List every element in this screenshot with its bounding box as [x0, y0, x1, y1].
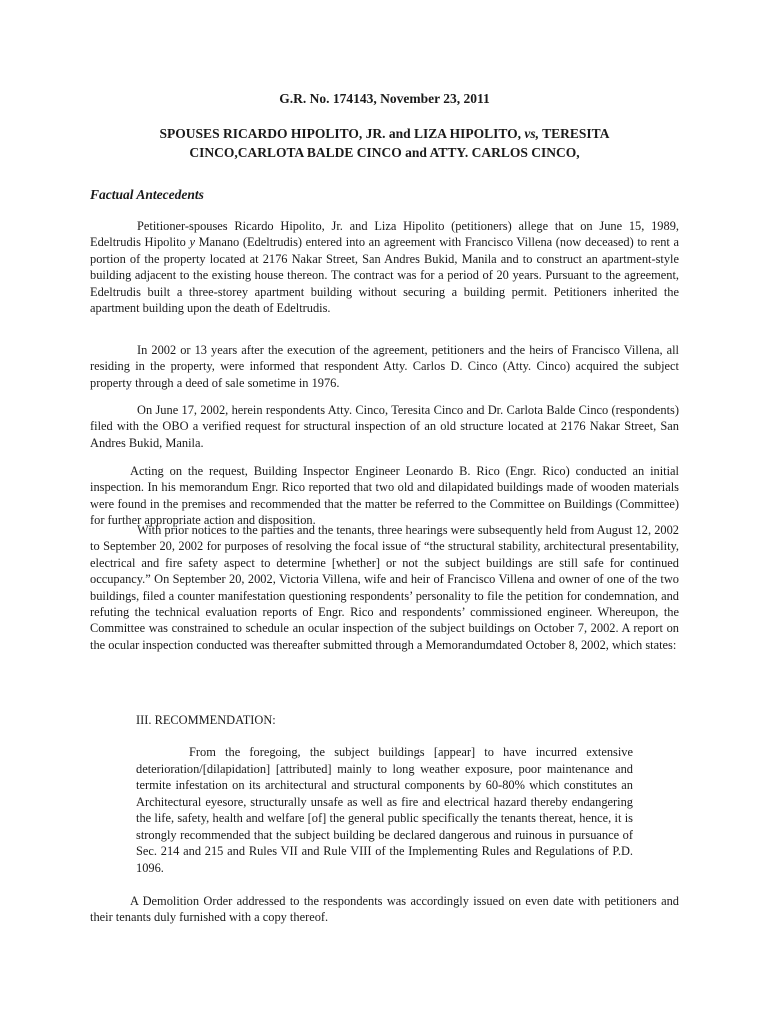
paragraph-1-part-a: Petitioner-spouses Ricardo Hipolito, Jr. and Liza Hipolito (petitioners) allege that on June 15, 1989, Edeltrudis Hipolito [90, 219, 679, 250]
paragraph-1-part-b: Manano (Edeltrudis) entered into an agreement with Francisco Villena (now deceased) to rent a portion of the property located at 2176 Nakar Street, San Andres Bukid, Manila and to construct an apartment-style building adjacent to the existing house thereon. The contract was for a period of 20 years. Pursuant to the agreement, Edeltrudis built a three-storey apartment building without securing a building permit. Petitioners inherited the apartment building upon the death of Edeltrudis. [90, 235, 679, 316]
paragraph-4: Acting on the request, Building Inspector Engineer Leonardo B. Rico (Engr. Rico) conducted an initial inspection. In his memorandum Engr. Rico reported that two old and dilapidated buildings made of wooden materials were found in the premises and recommended that the matter be referred to the Committee on Buildings (Committee) for further appropriate action and disposition. [90, 464, 679, 528]
paragraph-1-italic-y: y [189, 235, 195, 250]
versus-label: vs, [524, 126, 540, 141]
paragraph-5: With prior notices to the parties and the tenants, three hearings were subsequently held from August 12, 2002 to September 20, 2002 for purposes of resolving the focal issue of “the structural stability, architectural presentability, electrical and fire safety aspect to determine [whether] or not the subject buildings are still safe for continued occupancy.” On September 20, 2002, Victoria Villena, wife and heir of Francisco Villena and owner of one of the two buildings, filed a counter manifestation questioning respondents’ personality to file the petition for condemnation, and refuting the technical evaluation reports of Engr. Rico and respondents’ commissioned engineer. Whereupon, the Committee was constrained to schedule an ocular inspection of the subject buildings on October 7, 2002. A report on the ocular inspection conducted was thereafter submitted through a Memorandumdated October 8, 2002, which states: [90, 523, 679, 652]
parties-caption [90, 124, 679, 162]
paragraph-1 [90, 218, 679, 316]
paragraph-6: A Demolition Order addressed to the respondents was accordingly issued on even date with petitioners and their tenants duly furnished with a copy thereof. [90, 894, 679, 925]
case-title: G.R. No. 174143, November 23, 2011 [279, 91, 490, 106]
parties-line-2: CINCO,CARLOTA BALDE CINCO and ATTY. CARLOS CINCO, [189, 145, 580, 160]
section-heading: Factual Antecedents [90, 187, 204, 202]
recommendation-heading: III. RECOMMENDATION: [136, 713, 276, 727]
parties-line-1-start: SPOUSES RICARDO HIPOLITO, JR. and LIZA HIPOLITO, [159, 126, 525, 141]
paragraph-2: In 2002 or 13 years after the execution of the agreement, petitioners and the heirs of Francisco Villena, all residing in the property, were informed that respondent Atty. Carlos D. Cinco (Atty. Cinco) acquired the subject property through a deed of sale sometime in 1976. [90, 343, 679, 390]
parties-line-1-end: TERESITA [539, 126, 610, 141]
paragraph-3: On June 17, 2002, herein respondents Atty. Cinco, Teresita Cinco and Dr. Carlota Balde Cinco (respondents) filed with the OBO a verified request for structural inspection of an old structure located at 2176 Nakar Street, San Andres Bukid, Manila. [90, 403, 679, 450]
recommendation-quote: From the foregoing, the subject buildings [appear] to have incurred extensive deterioration/[dilapidation] [attributed] mainly to long weather exposure, poor maintenance and termite infestation on its architectural and structural components by 60-80% which constitutes an Architectural eyesore, structurally unsafe as well as fire and electrical hazard thereby endangering the life, safety, health and welfare [of] the general public specifically the tenants thereat, hence, it is strongly recommended that the subject building be declared dangerous and ruinous in pursuance of Sec. 214 and 215 and Rules VII and Rule VIII of the Implementing Rules and Regulations of P.D. 1096. [136, 745, 633, 875]
